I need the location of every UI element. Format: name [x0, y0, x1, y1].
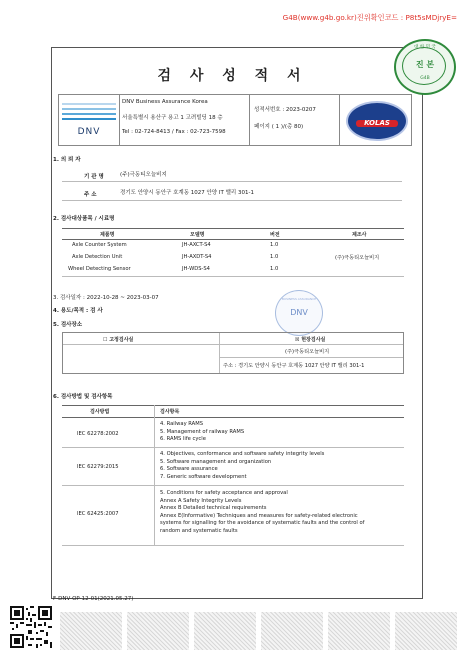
table-top-rule [62, 405, 404, 406]
security-pattern [328, 612, 390, 650]
seal-center-text: 진 본 [415, 60, 435, 69]
kolas-logo [339, 95, 412, 145]
table-bottom-rule [62, 276, 404, 277]
authentication-seal [394, 39, 456, 95]
security-pattern [395, 612, 457, 650]
model-name: JH-AXDT-S4 [182, 254, 212, 260]
security-pattern-band [60, 612, 460, 650]
table-column-rule [219, 333, 220, 373]
kolas-emblem [346, 101, 408, 141]
divider [62, 200, 402, 201]
test-item: Annex B Detailed technical requirements [160, 505, 267, 511]
column-header: 검사항목 [160, 409, 180, 415]
qr-code-icon [10, 606, 52, 648]
section3-heading: 3. 검사일자 : 2022-10-28 ~ 2023-03-07 [53, 295, 159, 301]
table-top-rule [62, 228, 404, 229]
site-company: (주)극동티오늘비지 [285, 349, 330, 355]
model-name: JH-WDS-S4 [182, 266, 210, 272]
test-location-table [62, 332, 404, 374]
test-method: IEC 62279:2015 [77, 464, 119, 470]
stamp-text: DNV [290, 308, 308, 317]
test-item: 5. Management of railway RAMS [160, 428, 245, 435]
table-row-rule [62, 447, 404, 448]
version: 1.0 [270, 242, 279, 248]
product-name: Axle Counter System [72, 242, 127, 248]
company-label: 기 관 명 [84, 174, 104, 180]
seal-top-text: 대 한 민 국 [414, 45, 436, 50]
divider [62, 181, 402, 182]
security-pattern [60, 612, 122, 650]
test-method: IEC 62425:2007 [77, 511, 119, 517]
table-rule [63, 344, 403, 345]
kolas-text: KOLAS [364, 119, 390, 127]
security-pattern [127, 612, 189, 650]
report-number: 성적서번호 : 2023-0207 [254, 107, 316, 113]
issuer-name: DNV Business Assurance Korea [122, 99, 208, 105]
test-items [160, 421, 244, 444]
seal-bottom-text: G4B [420, 76, 430, 81]
table-bottom-rule [62, 545, 404, 546]
dnv-logo [59, 95, 120, 145]
document-title: 검 사 성 적 서 [157, 68, 308, 84]
test-item: Annex E(Informative) Techniques and measures for safety-related electronic [160, 512, 358, 519]
table-rule [219, 357, 403, 358]
address-label: 주 소 [84, 192, 97, 198]
table-header-rule [62, 417, 404, 418]
test-item: Annex A Safety Integrity Levels [160, 497, 242, 504]
logo-stripe [62, 108, 116, 110]
form-number: F-DNV-OP-12-01(2021.05.27) [53, 596, 134, 602]
verification-code: G4B(www.g4b.go.kr)진위확인코드 : P8t5sMDjryE= [282, 13, 457, 22]
test-item: 7. Generic software development [160, 473, 247, 480]
dnv-stamp [275, 290, 323, 336]
product-name: Wheel Detecting Sensor [68, 266, 131, 272]
fixed-lab-option: ☐ 고정검사실 [103, 337, 134, 343]
table-column-rule [154, 405, 155, 545]
manufacturer: (주)극동티오늘비지 [335, 255, 380, 261]
model-name: JH-AXCT-S4 [182, 242, 211, 248]
field-lab-option: ☒ 현장검사실 [295, 337, 326, 343]
logo-stripe [62, 103, 116, 105]
test-items [160, 451, 324, 481]
security-pattern [261, 612, 323, 650]
section2-heading: 2. 검사대상품목 / 시료명 [53, 216, 115, 222]
logo-stripe [62, 113, 116, 115]
test-item: random and systematic faults [160, 527, 238, 534]
dnv-logo-text: DNV [77, 127, 101, 137]
product-name: Axle Detection Unit [72, 254, 123, 260]
logo-stripe [62, 118, 116, 120]
test-item: 6. Software assurance [160, 466, 218, 472]
table-header-rule [62, 239, 404, 240]
section6-heading: 6. 검사방법 및 검사항목 [53, 394, 113, 400]
test-item: 6. RAMS life cycle [160, 436, 206, 442]
issuer-phone: Tel : 02-724-8413 / Fax : 02-723-7598 [122, 129, 226, 135]
test-item: systems for signalling for the avoidance of systematic faults and the control of [160, 520, 365, 526]
test-item: 4. Objectives, conformance and software safety integrity levels [160, 451, 325, 457]
version: 1.0 [270, 266, 279, 272]
site-address: 주소 : 경기도 안양시 동안구 호계동 1027 안양 IT 밸리 301-1 [223, 363, 365, 369]
version: 1.0 [270, 254, 279, 260]
section5-heading: 5. 검사장소 [53, 322, 83, 328]
report-info [249, 95, 340, 145]
section1-heading: 1. 의 뢰 자 [53, 157, 81, 163]
company-value: (주)극동티오늘비지 [120, 172, 167, 178]
column-header: 버전 [270, 232, 280, 238]
test-item: 5. Software management and organization [160, 458, 272, 465]
column-header: 제품명 [100, 232, 115, 238]
page-count: 페이지 ( 1 )/(총 80) [254, 124, 304, 130]
test-item: 5. Conditions for safety acceptance and approval [160, 490, 288, 496]
test-method: IEC 62278:2002 [77, 431, 119, 437]
test-item: 4. Railway RAMS [160, 421, 204, 427]
issuer-header [58, 94, 412, 146]
security-pattern [194, 612, 256, 650]
section4-heading: 4. 용도/목적 : 검 사 [53, 308, 103, 314]
test-items [160, 490, 364, 535]
column-header: 모델명 [190, 232, 205, 238]
column-header: 검사방법 [90, 409, 110, 415]
issuer-address: 서울특별시 용산구 용고 1 고려빌딩 18 층 [122, 115, 223, 121]
stamp-small-text: BUSINESS ASSURANCE [281, 297, 317, 301]
column-header: 제조사 [352, 232, 367, 238]
table-row-rule [62, 485, 404, 486]
address-value: 경기도 안양시 동안구 호계동 1027 안양 IT 밸리 301-1 [120, 190, 254, 196]
